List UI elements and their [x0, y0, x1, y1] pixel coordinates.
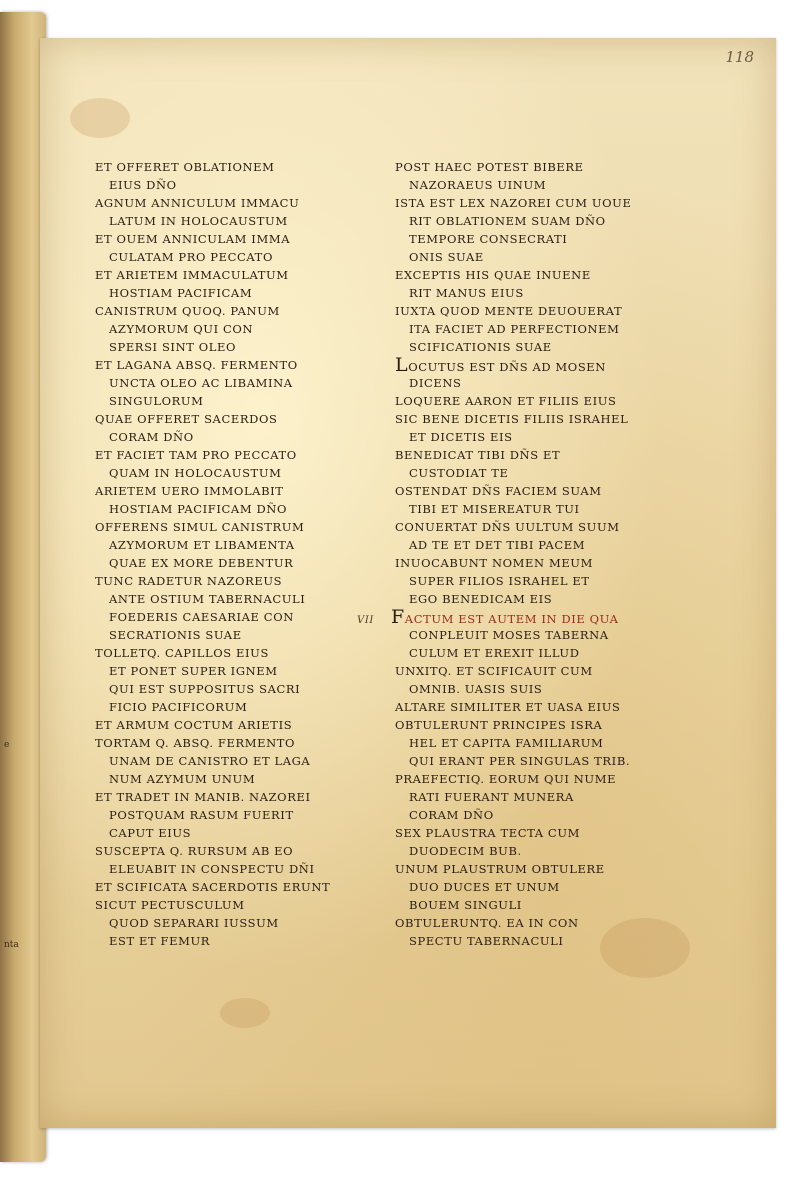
line-text: SPECTU TABERNACULI: [409, 934, 564, 948]
line-text: CAPUT EIUS: [109, 826, 192, 840]
text-line: [95, 518, 395, 536]
manuscript-page: [40, 38, 776, 1128]
text-line: [95, 572, 395, 590]
text-line: [95, 374, 395, 392]
text-line: [95, 608, 395, 626]
text-line: [395, 482, 725, 500]
text-line: [95, 410, 395, 428]
text-line: [395, 158, 725, 176]
text-line: [395, 338, 725, 356]
line-text: SICUT PECTUSCULUM: [95, 898, 245, 912]
line-text: NAZORAEUS UINUM: [409, 178, 547, 192]
line-text: TOLLETQ. CAPILLOS EIUS: [95, 646, 269, 660]
line-text: OMNIB. UASIS SUIS: [409, 682, 543, 696]
text-line: [395, 500, 725, 518]
text-line: [395, 374, 725, 392]
text-line: [395, 644, 725, 662]
text-line: [395, 248, 725, 266]
text-line: [95, 878, 395, 896]
text-line: [395, 302, 725, 320]
text-line: [95, 266, 395, 284]
line-text: ET TRADET IN MANIB. NAZOREI: [95, 790, 311, 804]
text-line: [95, 914, 395, 932]
line-text: CORAM DÑO: [409, 808, 494, 822]
line-text: SEX PLAUSTRA TECTA CUM: [395, 826, 580, 840]
text-line: [95, 320, 395, 338]
line-text-rest: ACTUM EST AUTEM IN DIE QUA: [404, 612, 619, 626]
line-text: BOUEM SINGULI: [409, 898, 522, 912]
line-text-rest: OCUTUS EST DÑS AD MOSEN: [408, 360, 606, 374]
text-line: [95, 176, 395, 194]
text-line: [95, 158, 395, 176]
text-line: [395, 806, 725, 824]
text-line: [395, 464, 725, 482]
line-text: HEL ET CAPITA FAMILIARUM: [409, 736, 604, 750]
text-line: [395, 446, 725, 464]
line-text: AGNUM ANNICULUM IMMACU: [95, 196, 300, 210]
line-text: ARIETEM UERO IMMOLABIT: [95, 484, 284, 498]
text-line: [395, 356, 725, 374]
line-text: EST ET FEMUR: [109, 934, 211, 948]
line-text: RATI FUERANT MUNERA: [409, 790, 574, 804]
text-line: [395, 788, 725, 806]
line-text: ET ARMUM COCTUM ARIETIS: [95, 718, 293, 732]
text-line: [95, 788, 395, 806]
line-text: POSTQUAM RASUM FUERIT: [109, 808, 294, 822]
text-line: [95, 446, 395, 464]
line-text: PRAEFECTIQ. EORUM QUI NUME: [395, 772, 617, 786]
line-text: FICIO PACIFICORUM: [109, 700, 248, 714]
text-line: [95, 356, 395, 374]
text-line: [95, 284, 395, 302]
text-line: [95, 248, 395, 266]
text-line: [395, 230, 725, 248]
text-line: [95, 932, 395, 950]
text-line: [95, 716, 395, 734]
line-text: ISTA EST LEX NAZOREI CUM UOUE: [395, 196, 632, 210]
text-line: [95, 230, 395, 248]
text-line: [95, 194, 395, 212]
text-line: [395, 932, 725, 950]
text-line: [95, 212, 395, 230]
text-line: [95, 482, 395, 500]
line-text: CULUM ET EREXIT ILLUD: [409, 646, 580, 660]
line-text: SPERSI SINT OLEO: [109, 340, 237, 354]
text-line: [395, 572, 725, 590]
line-text: SIC BENE DICETIS FILIIS ISRAHEL: [395, 412, 629, 426]
text-line: [95, 590, 395, 608]
left-column: [95, 158, 395, 950]
line-text: OSTENDAT DÑS FACIEM SUAM: [395, 484, 602, 498]
text-line: [395, 842, 725, 860]
text-line: [95, 680, 395, 698]
line-text: QUAE OFFERET SACERDOS: [95, 412, 278, 426]
line-text: HOSTIAM PACIFICAM: [109, 286, 253, 300]
text-line: [395, 698, 725, 716]
text-line: [395, 590, 725, 608]
text-line: [395, 320, 725, 338]
text-line: [95, 536, 395, 554]
text-line: [395, 914, 725, 932]
line-text: DUODECIM BUB.: [409, 844, 522, 858]
line-text: IUXTA QUOD MENTE DEUOUERAT: [395, 304, 623, 318]
line-text: ELEUABIT IN CONSPECTU DÑI: [109, 862, 315, 876]
line-text: TORTAM Q. ABSQ. FERMENTO: [95, 736, 296, 750]
text-line: [395, 860, 725, 878]
line-text: SECRATIONIS SUAE: [109, 628, 242, 642]
text-line: [95, 554, 395, 572]
text-line: [95, 338, 395, 356]
text-line: [95, 464, 395, 482]
enlarged-initial: F: [391, 606, 405, 628]
text-line: [395, 176, 725, 194]
text-line: [395, 824, 725, 842]
line-text: UNXITQ. ET SCIFICAUIT CUM: [395, 664, 593, 678]
stain: [220, 998, 270, 1028]
text-line: [395, 428, 725, 446]
line-text: ET OFFERET OBLATIONEM: [95, 160, 275, 174]
line-text: UNCTA OLEO AC LIBAMINA: [109, 376, 293, 390]
line-text: QUI EST SUPPOSITUS SACRI: [109, 682, 301, 696]
line-text: EGO BENEDICAM EIS: [409, 592, 553, 606]
text-line: [95, 824, 395, 842]
edge-mark: nta: [4, 940, 19, 950]
line-text: CULATAM PRO PECCATO: [109, 250, 273, 264]
line-text: BENEDICAT TIBI DÑS ET: [395, 448, 561, 462]
line-text: ITA FACIET AD PERFECTIONEM: [409, 322, 620, 336]
text-line: [395, 752, 725, 770]
line-text: SUPER FILIOS ISRAHEL ET: [409, 574, 590, 588]
text-line: [395, 554, 725, 572]
text-line: [395, 626, 725, 644]
line-text: UNAM DE CANISTRO ET LAGA: [109, 754, 311, 768]
stain: [70, 98, 130, 138]
line-text: EXCEPTIS HIS QUAE INUENE: [395, 268, 591, 282]
edge-mark: e: [4, 740, 10, 750]
text-line: [95, 500, 395, 518]
line-text: CONPLEUIT MOSES TABERNA: [409, 628, 609, 642]
text-line: [95, 842, 395, 860]
line-text: AD TE ET DET TIBI PACEM: [409, 538, 586, 552]
line-text: AZYMORUM QUI CON: [109, 322, 254, 336]
line-text: ONIS SUAE: [409, 250, 484, 264]
line-text: NUM AZYMUM UNUM: [109, 772, 256, 786]
line-text: SINGULORUM: [109, 394, 204, 408]
line-text: DUO DUCES ET UNUM: [409, 880, 560, 894]
text-line: [395, 896, 725, 914]
text-line: [395, 878, 725, 896]
text-line: [395, 212, 725, 230]
line-text: FOEDERIS CAESARIAE CON: [109, 610, 294, 624]
line-text: EIUS DÑO: [109, 178, 177, 192]
text-line: [95, 392, 395, 410]
line-text: TUNC RADETUR NAZOREUS: [95, 574, 283, 588]
text-line: [395, 536, 725, 554]
line-text: CANISTRUM QUOQ. PANUM: [95, 304, 280, 318]
text-line: [395, 410, 725, 428]
text-line: [395, 734, 725, 752]
text-line: [395, 284, 725, 302]
line-text: TEMPORE CONSECRATI: [409, 232, 568, 246]
line-text: POST HAEC POTEST BIBERE: [395, 160, 584, 174]
line-text: LATUM IN HOLOCAUSTUM: [109, 214, 288, 228]
text-line: [95, 302, 395, 320]
line-text: OBTULERUNT PRINCIPES ISRA: [395, 718, 603, 732]
line-text: ET FACIET TAM PRO PECCATO: [95, 448, 297, 462]
text-line: [95, 644, 395, 662]
text-line: [357, 606, 725, 628]
line-text: OBTULERUNTQ. EA IN CON: [395, 916, 579, 930]
line-text: QUOD SEPARARI IUSSUM: [109, 916, 279, 930]
line-text: ET SCIFICATA SACERDOTIS ERUNT: [95, 880, 331, 894]
text-line: [95, 734, 395, 752]
text-line: [95, 428, 395, 446]
line-text: OFFERENS SIMUL CANISTRUM: [95, 520, 305, 534]
line-text: ET OUEM ANNICULAM IMMA: [95, 232, 291, 246]
text-line: [395, 266, 725, 284]
text-line: [95, 698, 395, 716]
text-line: [95, 626, 395, 644]
line-text: [395, 354, 606, 376]
enlarged-initial: L: [395, 354, 409, 376]
text-line: [95, 752, 395, 770]
text-line: [395, 392, 725, 410]
line-text: CONUERTAT DÑS UULTUM SUUM: [395, 520, 620, 534]
line-text: INUOCABUNT NOMEN MEUM: [395, 556, 593, 570]
line-text: QUAM IN HOLOCAUSTUM: [109, 466, 282, 480]
right-column: [357, 158, 725, 950]
line-text: HOSTIAM PACIFICAM DÑO: [109, 502, 287, 516]
line-text: ET ARIETEM IMMACULATUM: [95, 268, 289, 282]
line-text: QUAE EX MORE DEBENTUR: [109, 556, 294, 570]
text-line: [395, 194, 725, 212]
text-line: [395, 518, 725, 536]
line-text: ET PONET SUPER IGNEM: [109, 664, 278, 678]
folio-number: 118: [725, 48, 754, 66]
line-text: ET DICETIS EIS: [409, 430, 513, 444]
line-text: DICENS: [409, 376, 462, 390]
text-line: [395, 716, 725, 734]
text-line: [395, 680, 725, 698]
line-text: [391, 606, 619, 628]
text-line: [95, 662, 395, 680]
line-text: ET LAGANA ABSQ. FERMENTO: [95, 358, 298, 372]
line-text: AZYMORUM ET LIBAMENTA: [109, 538, 295, 552]
line-text: UNUM PLAUSTRUM OBTULERE: [395, 862, 605, 876]
line-text: CORAM DÑO: [109, 430, 194, 444]
text-line: [395, 662, 725, 680]
text-line: [395, 770, 725, 788]
line-text: ANTE OSTIUM TABERNACULI: [109, 592, 306, 606]
line-text: SUSCEPTA Q. RURSUM AB EO: [95, 844, 294, 858]
text-line: [95, 770, 395, 788]
line-text: RIT MANUS EIUS: [409, 286, 524, 300]
text-line: [95, 860, 395, 878]
line-text: TIBI ET MISEREATUR TUI: [409, 502, 580, 516]
line-text: SCIFICATIONIS SUAE: [409, 340, 552, 354]
line-text: QUI ERANT PER SINGULAS TRIB.: [409, 754, 631, 768]
line-text: ALTARE SIMILITER ET UASA EIUS: [395, 700, 621, 714]
line-text: LOQUERE AARON ET FILIIS EIUS: [395, 394, 617, 408]
line-text: RIT OBLATIONEM SUAM DÑO: [409, 214, 606, 228]
text-line: [95, 896, 395, 914]
line-text: CUSTODIAT TE: [409, 466, 509, 480]
text-line: [95, 806, 395, 824]
margin-note: VII: [357, 615, 374, 626]
